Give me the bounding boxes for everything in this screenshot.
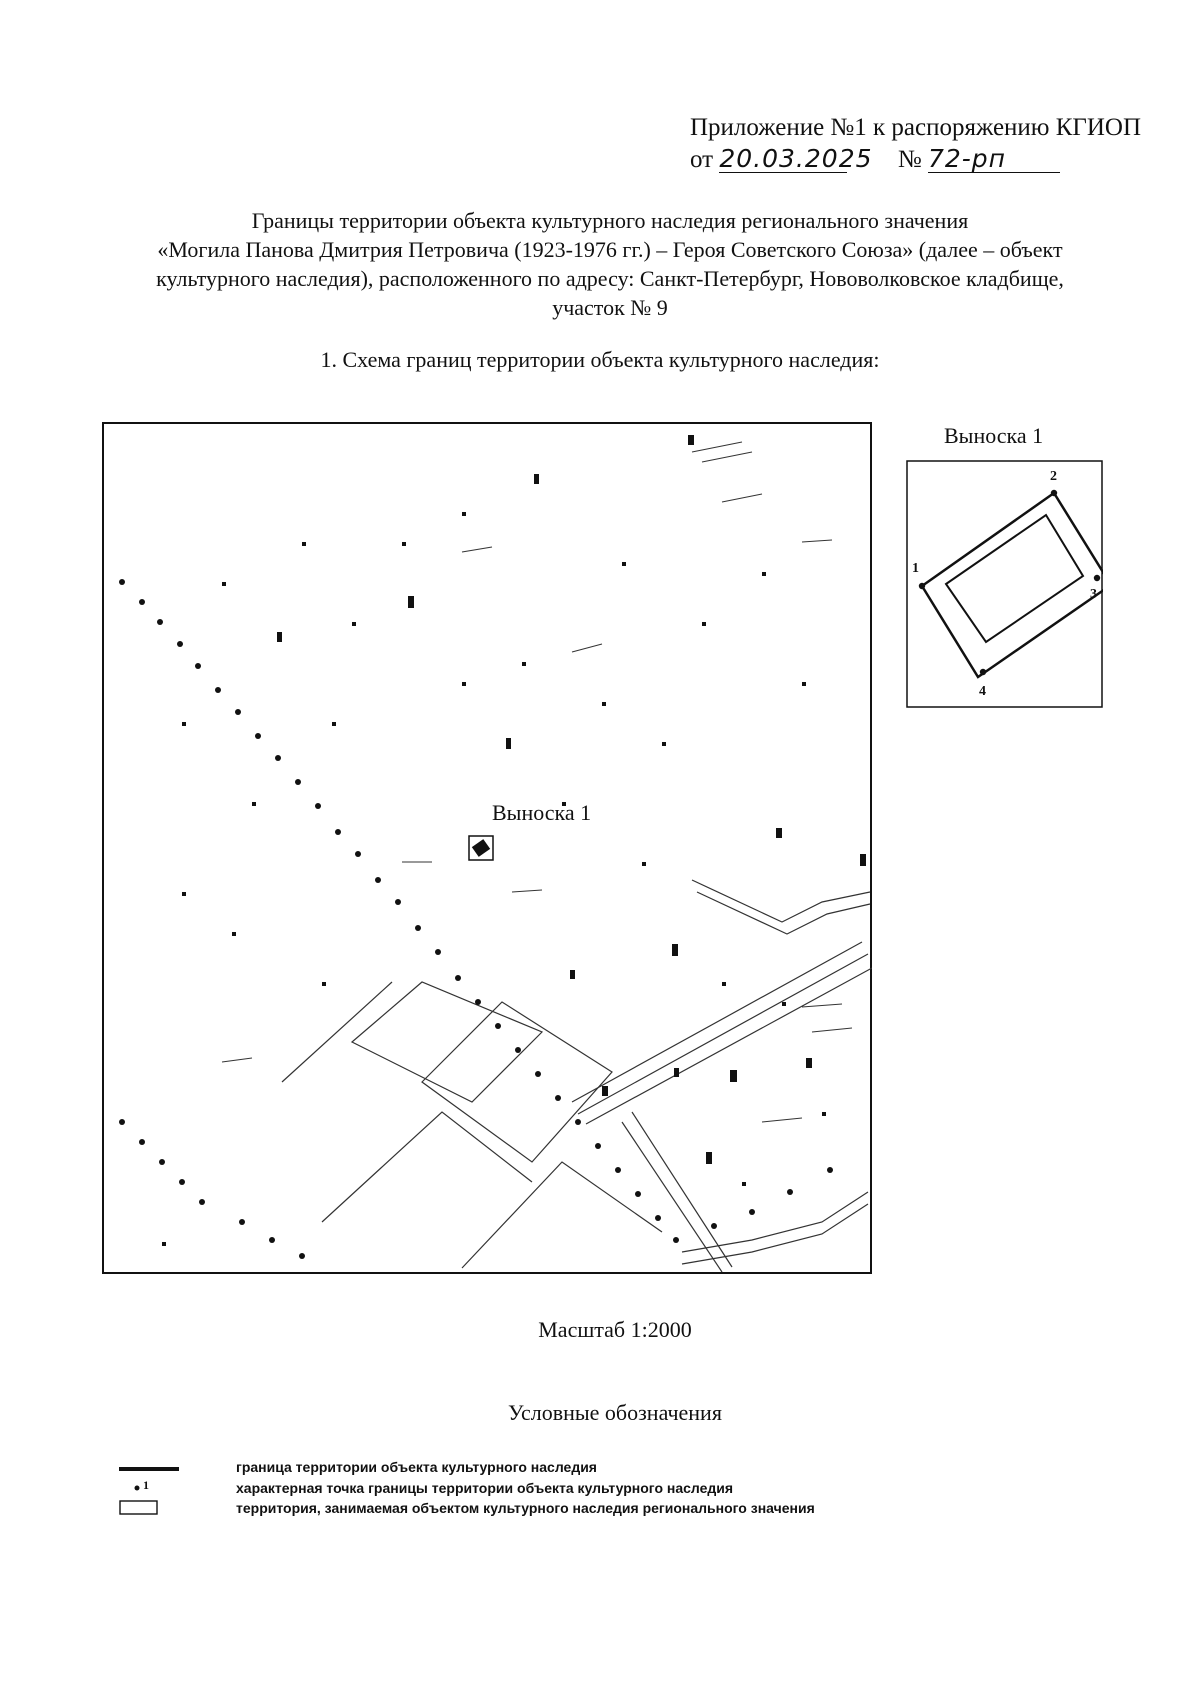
title-line-3: культурного наследия), расположенного по адресу: Санкт-Петербург, Нововолковское кладбище, [156,266,1064,291]
legend-item-point: характерная точка границы территории объекта культурного наследия [236,1480,734,1496]
point-label-1: 1 [912,561,919,576]
schema-heading: 1. Схема границ территории объекта культурного наследия: [320,347,880,372]
object-location-marker [469,836,493,860]
title-line-4: участок № 9 [552,295,668,320]
boundary-point-1 [919,583,925,589]
callout-detail-map [906,460,1103,708]
point-label-4: 4 [979,684,986,699]
point-label-3: 3 [1090,587,1097,602]
legend-point-number: 1 [143,1478,149,1492]
boundary-map [102,422,872,1274]
legend-item-boundary: граница территории объекта культурного наследия [236,1459,597,1475]
legend-item-territory: территория, занимаемая объектом культурного наследия регионального значения [236,1500,815,1516]
boundary-line-symbol [117,1459,181,1479]
title-line-2: «Могила Панова Дмитрия Петровича (1923-1976 гг.) – Героя Советского Союза» (далее – объект [157,237,1063,262]
object-territory-symbol [117,1498,161,1518]
document-title [90,206,1130,322]
legend-title: Условные обозначения [508,1400,722,1425]
point-label-2: 2 [1050,469,1057,484]
boundary-point-2 [1051,490,1057,496]
order-number: 72-рп [928,146,1060,173]
title-line-1: Границы территории объекта культурного наследия регионального значения [251,208,969,233]
callout-title: Выноска 1 [944,423,1044,448]
map-scale: Масштаб 1:2000 [538,1317,692,1342]
boundary-point-symbol [117,1478,181,1498]
order-date-number-line [690,146,1060,174]
boundary-point-4 [980,669,986,675]
order-date: 20.03.2025 [719,144,873,173]
boundary-point-3 [1094,575,1100,581]
date-prefix: от [690,146,714,173]
map-callout-label: Выноска 1 [492,800,592,825]
annex-reference: Приложение №1 к распоряжению КГИОП [690,114,1142,141]
number-prefix: № [897,146,922,173]
